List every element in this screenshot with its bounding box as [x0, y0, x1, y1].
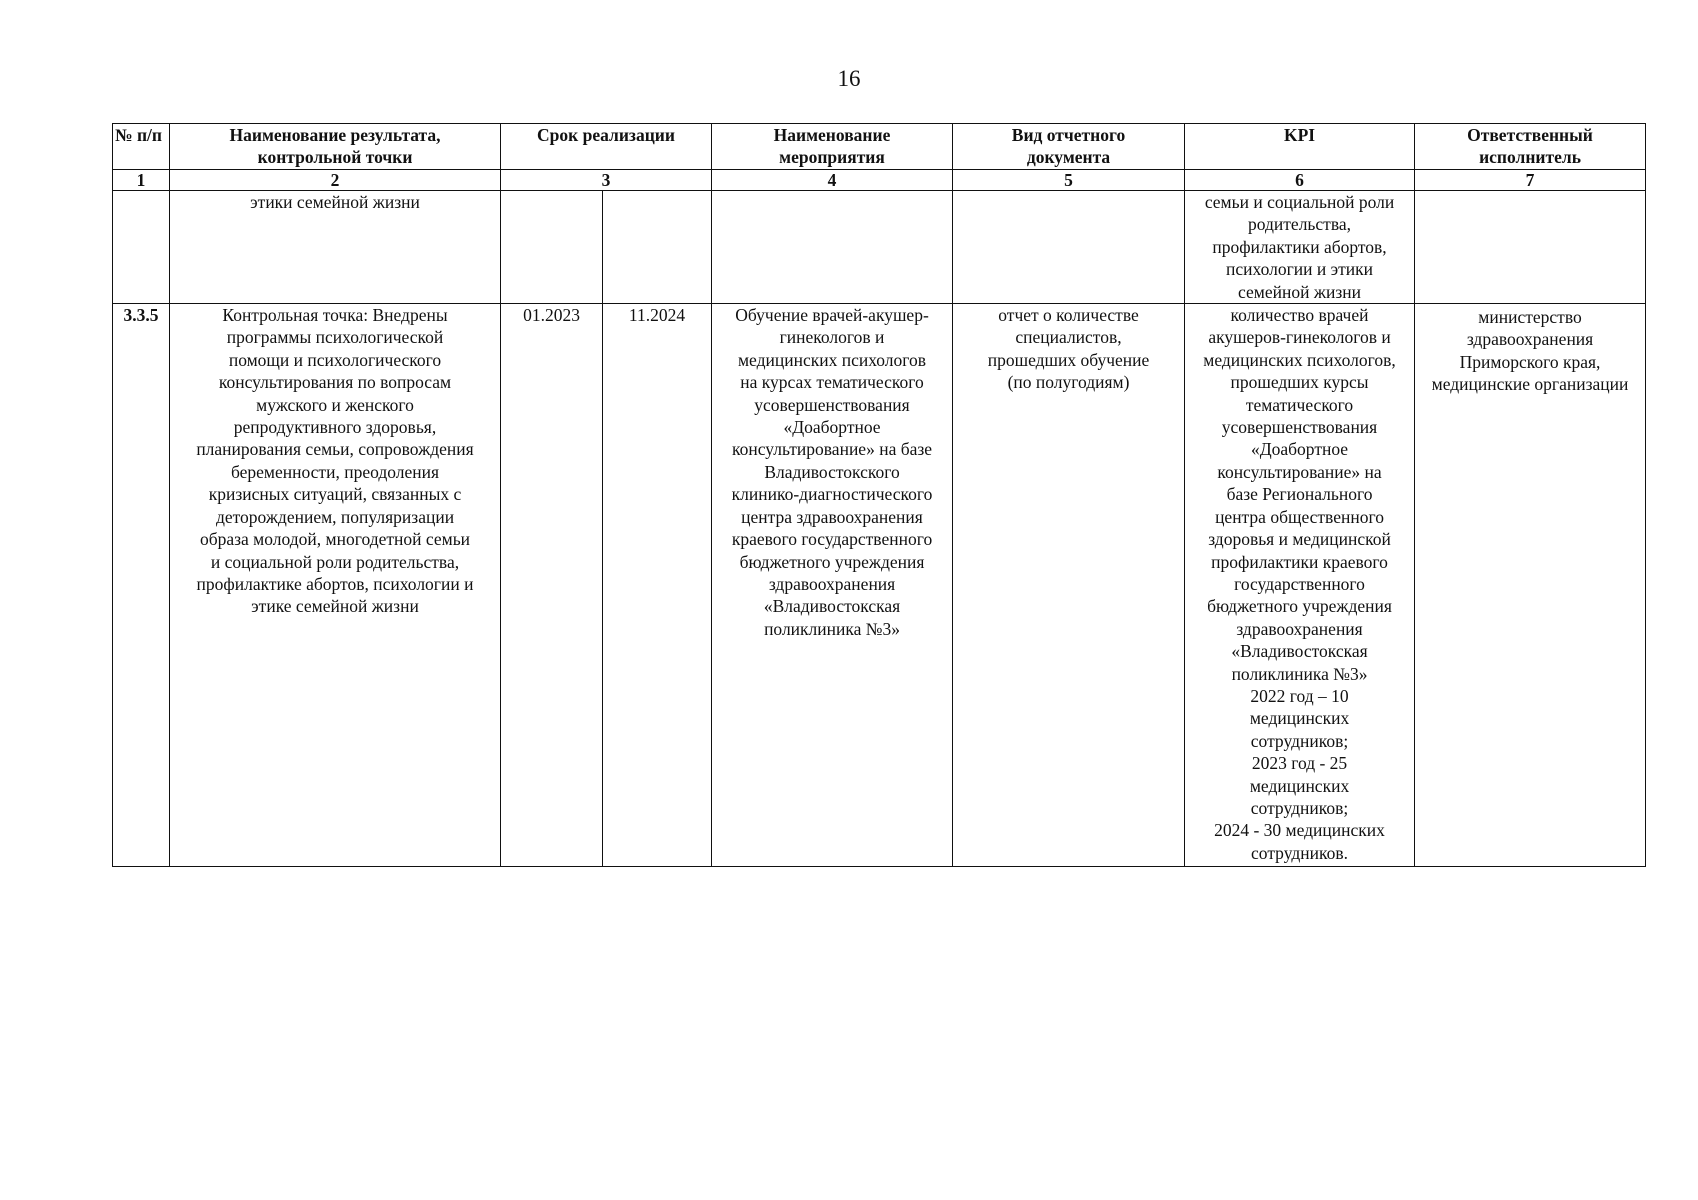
header-name: Наименование результата, контрольной точки [170, 124, 501, 170]
cell-num [113, 191, 170, 304]
header-kpi: KPI [1185, 124, 1415, 170]
plan-table [112, 123, 1646, 867]
column-number: 3 [501, 170, 712, 191]
cell-end-date: 11.2024 [603, 304, 712, 867]
header-event: Наименование мероприятия [712, 124, 953, 170]
table-row-3-3-5 [113, 304, 1646, 867]
header-num: № п/п [113, 124, 170, 170]
column-number: 2 [170, 170, 501, 191]
table-row-continuation [113, 191, 1646, 304]
column-number-row [113, 170, 1646, 191]
cell-event [712, 191, 953, 304]
cell-event: Обучение врачей-акушер- гинекологов и медицинских психологов на курсах тематического усовершенствования «Доабортное консультирование» на базе Владивостокского клинико-диагностического центра здравоохранения краевого государственного бюджетного учреждения здравоохранения «Владивостокская поликлиника №3» [712, 304, 953, 867]
column-number: 1 [113, 170, 170, 191]
cell-num: 3.3.5 [113, 304, 170, 867]
header-report: Вид отчетного документа [953, 124, 1185, 170]
cell-kpi: количество врачей акушеров-гинекологов и медицинских психологов, прошедших курсы тематического усовершенствования «Доабортное консультирование» на базе Регионального центра общественного здоровья и медицинской профилактики краевого государственного бюджетного учреждения здравоохранения «Владивостокская поликлиника №3» 2022 год – 10 медицинских сотрудников; 2023 год - 25 медицинских сотрудников; 2024 - 30 медицинских сотрудников. [1185, 304, 1415, 867]
cell-responsible: министерство здравоохранения Приморского края, медицинские организации [1415, 304, 1646, 867]
cell-report [953, 191, 1185, 304]
page-number: 16 [837, 66, 861, 91]
table-header-row [113, 124, 1646, 170]
header-responsible: Ответственный исполнитель [1415, 124, 1646, 170]
cell-responsible [1415, 191, 1646, 304]
column-number: 5 [953, 170, 1185, 191]
header-term: Срок реализации [501, 124, 712, 170]
column-number: 7 [1415, 170, 1646, 191]
cell-start-date [501, 191, 603, 304]
cell-kpi: семьи и социальной роли родительства, профилактики абортов, психологии и этики семейной жизни [1185, 191, 1415, 304]
column-number: 4 [712, 170, 953, 191]
cell-name: Контрольная точка: Внедрены программы психологической помощи и психологического консультирования по вопросам мужского и женского репродуктивного здоровья, планирования семьи, сопровождения беременности, преодоления кризисных ситуаций, связанных с деторождением, популяризации образа молодой, многодетной семьи и социальной роли родительства, профилактике абортов, психологии и этике семейной жизни [170, 304, 501, 867]
column-number: 6 [1185, 170, 1415, 191]
cell-end-date [603, 191, 712, 304]
cell-name: этики семейной жизни [170, 191, 501, 304]
cell-report: отчет о количестве специалистов, прошедших обучение (по полугодиям) [953, 304, 1185, 867]
cell-start-date: 01.2023 [501, 304, 603, 867]
